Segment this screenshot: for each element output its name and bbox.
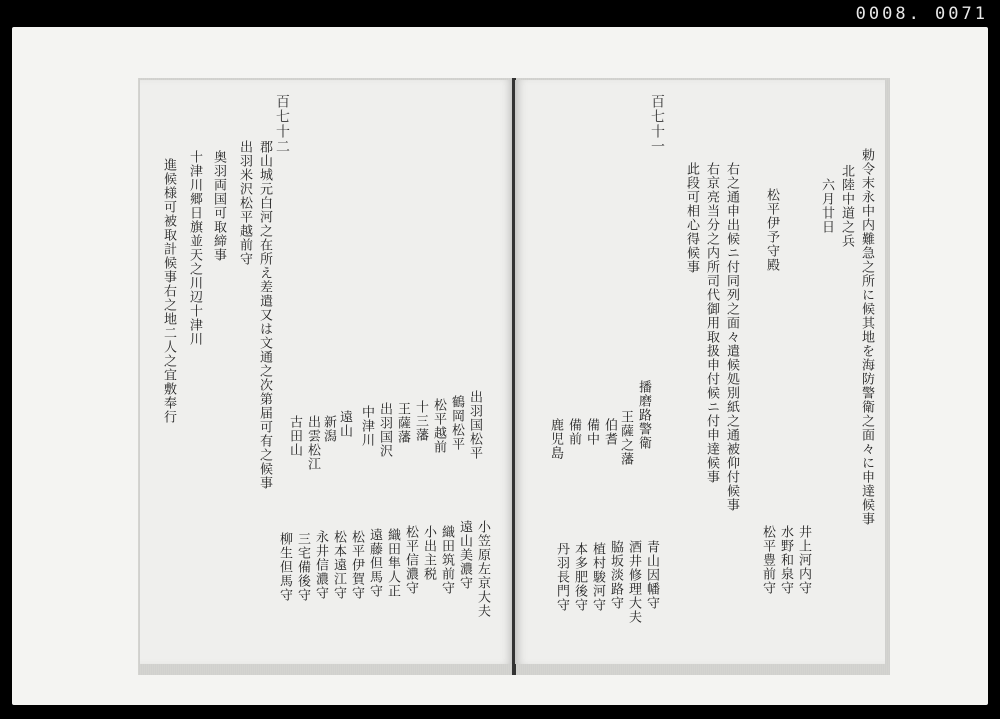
left-name-bottom: 松本遠江守: [331, 530, 346, 600]
left-name-middle: 王薩藩: [395, 402, 410, 444]
left-name-middle: 松平越前: [431, 398, 446, 454]
right-text-column: 勅令末永中内難急之所に候其地を海防警衛之面々に申達候事: [859, 148, 874, 526]
film-frame-number: 0008. 0071: [855, 4, 988, 24]
right-text-column: 右之通申出候ニ付同列之面々遣候処別紙之通被仰付候事: [724, 162, 739, 512]
left-text-column: 郡山城元白河之在所え差遣又は文通之次第届可有之候事: [257, 140, 272, 490]
right-name-middle: 播磨路警衛: [636, 380, 651, 450]
left-name-bottom: 織田筑前守: [439, 525, 454, 595]
left-name-bottom: 永井信濃守: [313, 530, 328, 600]
right-name-middle: 鹿児島: [548, 418, 563, 460]
left-name-bottom: 小出主税: [421, 525, 436, 581]
left-text-column: 進候様可被取計候事右之地二人之宜敷奉行: [161, 158, 176, 424]
right-name-bottom: 本多肥後守: [572, 542, 587, 612]
right-name-middle: 備前: [566, 418, 581, 446]
left-name-middle: 新潟: [321, 415, 336, 443]
left-page: [140, 80, 513, 664]
right-text-column: 北陸中道之兵: [839, 164, 854, 248]
left-name-middle: 古田山: [287, 415, 302, 457]
left-name-middle: 遠山: [337, 410, 352, 438]
right-text-column: 六月廿日: [819, 178, 834, 234]
right-text-column: 右京亮当分之内所司代御用取扱申付候ニ付申達候事: [704, 162, 719, 484]
left-name-middle: 出羽国松平: [467, 390, 482, 460]
left-page-number: 百七十二: [274, 94, 290, 154]
right-name-bottom: 植村駿河守: [590, 542, 605, 612]
right-name-bottom: 丹羽長門守: [554, 542, 569, 612]
left-name-bottom: 小笠原左京大夫: [475, 520, 490, 618]
right-page: [515, 80, 885, 664]
left-text-column: 出羽米沢松平越前守: [237, 140, 252, 266]
left-name-middle: 出雲松江: [305, 415, 320, 471]
left-name-middle: 十三藩: [413, 400, 428, 442]
right-page-number: 百七十一: [649, 94, 665, 154]
right-name-bottom: 松平豊前守: [760, 525, 775, 595]
left-name-middle: 中津川: [359, 405, 374, 447]
right-name-bottom: 脇坂淡路守: [608, 540, 623, 610]
right-name-middle: 王薩之藩: [618, 410, 633, 466]
right-name-bottom: 青山因幡守: [644, 540, 659, 610]
right-name-bottom: 酒井修理大夫: [626, 540, 641, 624]
left-name-bottom: 織田隼人正: [385, 528, 400, 598]
left-name-bottom: 松平伊賀守: [349, 530, 364, 600]
left-name-bottom: 松平信濃守: [403, 525, 418, 595]
right-name-bottom: 水野和泉守: [778, 525, 793, 595]
left-text-column: 十津川郷日旗並天之川辺十津川: [187, 150, 202, 346]
open-book: [138, 78, 890, 675]
left-name-bottom: 三宅備後守: [295, 532, 310, 602]
left-text-column: 奥羽両国可取締事: [211, 150, 226, 262]
left-name-bottom: 遠藤但馬守: [367, 528, 382, 598]
right-text-column: 松平伊予守殿: [764, 188, 779, 272]
right-text-column: 此段可相心得候事: [684, 162, 699, 274]
left-name-middle: 鶴岡松平: [449, 395, 464, 451]
left-name-bottom: 遠山美濃守: [457, 520, 472, 590]
right-name-middle: 伯耆: [602, 418, 617, 446]
left-name-middle: 出羽国沢: [377, 402, 392, 458]
left-name-bottom: 柳生但馬守: [277, 532, 292, 602]
right-name-bottom: 井上河内守: [796, 525, 811, 595]
right-name-middle: 備中: [584, 418, 599, 446]
